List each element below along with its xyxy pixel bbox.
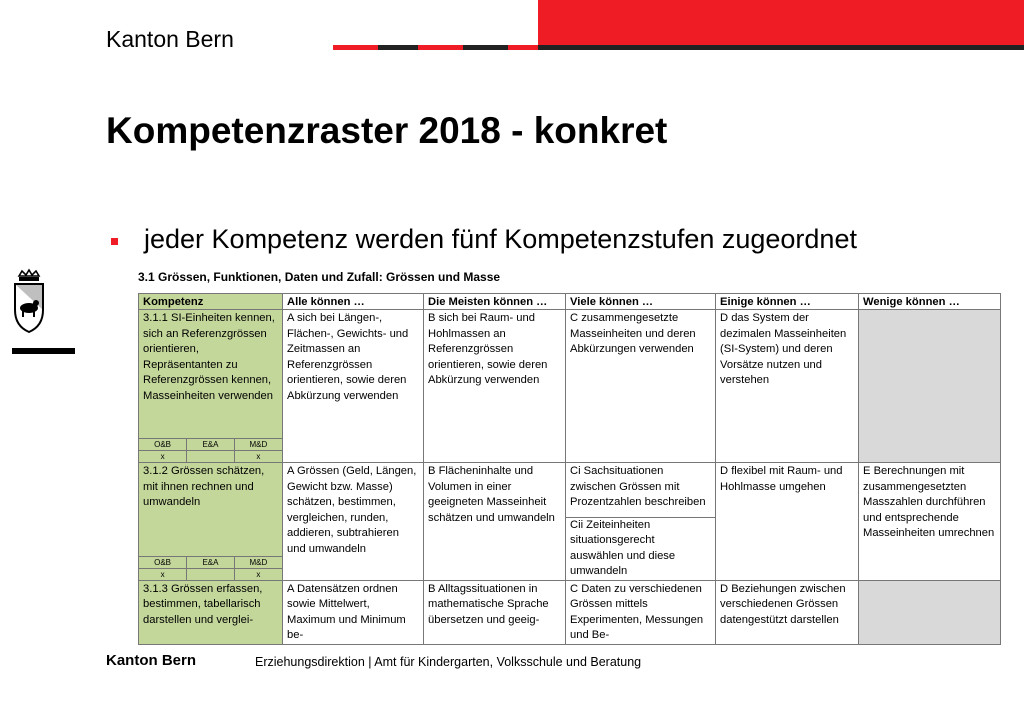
header-cell: Kompetenz — [139, 294, 283, 310]
level-text: Ci Sachsituationen zwischen Grössen mit Prozentzahlen beschreiben — [570, 465, 706, 508]
level-cell: C zusammengesetzte Masseinheiten und deren Abkürzungen verwenden — [566, 310, 716, 463]
header-cell: Viele können … — [566, 294, 716, 310]
level-cell: D flexibel mit Raum- und Hohlmasse umgehen — [716, 463, 859, 581]
header-cell: Einige können … — [716, 294, 859, 310]
grid-table — [138, 293, 1001, 645]
subheader-cell: E&A — [187, 439, 235, 451]
competence-cell — [139, 463, 283, 581]
level-cell: D das System der dezimalen Masseinheiten (SI-System) und deren Vorsätze nutzen und verstehen — [716, 310, 859, 463]
level-cell: C Daten zu verschiedenen Grössen mittels Experimenten, Messungen und Be- — [566, 580, 716, 644]
bullet-square-icon — [111, 238, 118, 245]
mark-cell: x — [234, 568, 282, 580]
mark-cell: x — [234, 451, 282, 463]
competence-grid — [138, 266, 1004, 641]
subheader-cell: O&B — [139, 439, 187, 451]
competence-text: 3.1.1 SI-Einheiten kennen, sich an Referenzgrössen orientieren, Repräsentanten zu Referenzgrössen kennen, Masseinheiten verwenden — [143, 312, 275, 402]
header-cell: Alle können … — [283, 294, 424, 310]
header-red-bar — [538, 0, 1024, 47]
competence-text: 3.1.2 Grössen schätzen, mit ihnen rechnen und umwandeln — [143, 465, 265, 508]
grid-heading: 3.1 Grössen, Funktionen, Daten und Zufall: Grössen und Masse — [138, 270, 501, 284]
level-cell-empty — [859, 310, 1001, 463]
competence-subtable — [139, 438, 282, 462]
footer-department: Erziehungsdirektion | Amt für Kindergarten, Volksschule und Beratung — [255, 655, 642, 669]
mark-cell — [187, 568, 235, 580]
level-cell: D Beziehungen zwischen verschiedenen Grössen datengestützt darstellen — [716, 580, 859, 644]
level-text-extra: Cii Zeiteinheiten situationsgerecht auswählen und diese umwandeln — [566, 517, 715, 580]
slide-title: Kompetenzraster 2018 - konkret — [106, 110, 668, 151]
header-brand: Kanton Bern — [106, 26, 234, 52]
competence-subtable — [139, 556, 282, 580]
header-cell: Die Meisten können … — [424, 294, 566, 310]
table-row — [139, 580, 1001, 644]
level-cell — [566, 463, 716, 581]
table-row — [139, 310, 1001, 463]
mark-cell — [187, 451, 235, 463]
level-cell: B sich bei Raum- und Hohlmassen an Referenzgrössen orientieren, sowie deren Abkürzung verwenden — [424, 310, 566, 463]
level-cell-empty — [859, 580, 1001, 644]
subheader-cell: M&D — [234, 439, 282, 451]
level-cell: A sich bei Längen-, Flächen-, Gewichts- und Zeitmassen an Referenzgrössen orientieren, sowie deren Abkürzung verwenden — [283, 310, 424, 463]
subheader-cell: O&B — [139, 556, 187, 568]
crest-underline — [12, 348, 75, 354]
subheader-cell: E&A — [187, 556, 235, 568]
subheader-cell: M&D — [234, 556, 282, 568]
header-cell: Wenige können … — [859, 294, 1001, 310]
level-cell: B Alltagssituationen in mathematische Sprache übersetzen und geeig- — [424, 580, 566, 644]
footer-brand: Kanton Bern — [106, 652, 196, 669]
competence-cell: 3.1.3 Grössen erfassen, bestimmen, tabellarisch darstellen und verglei- — [139, 580, 283, 644]
competence-cell — [139, 310, 283, 463]
mark-cell: x — [139, 451, 187, 463]
bern-crest-icon — [12, 270, 46, 336]
level-cell: A Datensätzen ordnen sowie Mittelwert, Maximum und Minimum be- — [283, 580, 424, 644]
bullet-text: jeder Kompetenz werden fünf Kompetenzstufen zugeordnet — [144, 224, 857, 254]
level-cell: B Flächeninhalte und Volumen in einer geeigneten Masseinheit schätzen und umwandeln — [424, 463, 566, 581]
table-row — [139, 463, 1001, 581]
header-stripes — [333, 45, 1024, 50]
mark-cell: x — [139, 568, 187, 580]
grid-header-row — [139, 294, 1001, 310]
level-cell: E Berechnungen mit zusammengesetzten Masszahlen durchführen und entsprechende Masseinheiten umrechnen — [859, 463, 1001, 581]
level-cell: A Grössen (Geld, Längen, Gewicht bzw. Masse) schätzen, bestimmen, vergleichen, runden, addieren, subtrahieren und umwandeln — [283, 463, 424, 581]
